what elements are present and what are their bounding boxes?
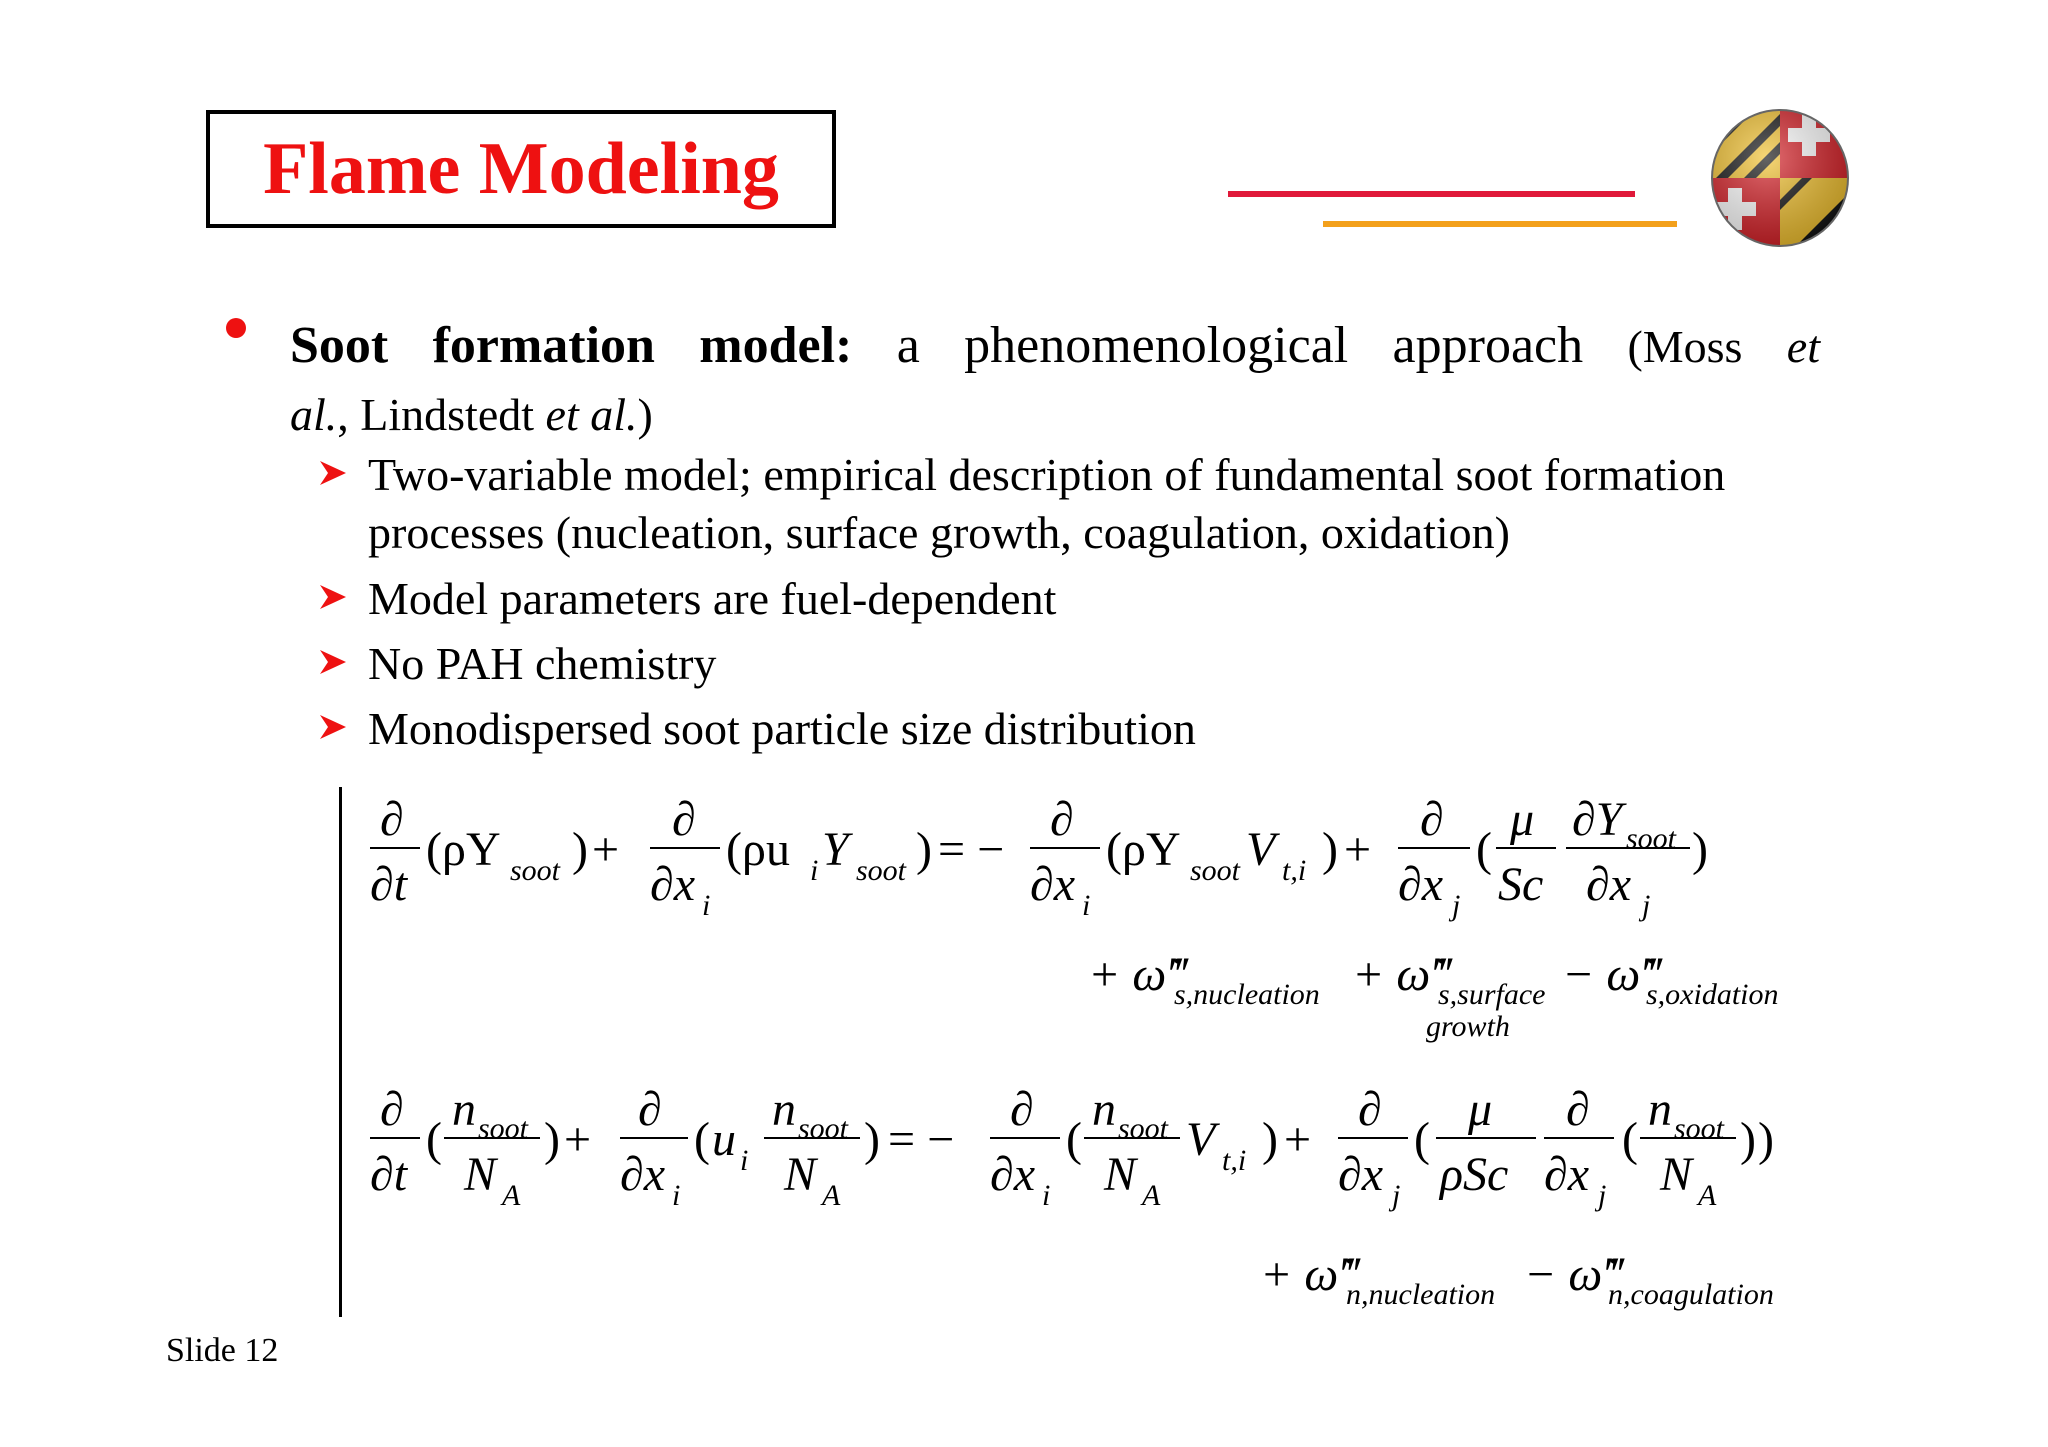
eq2-plus: + — [1284, 1113, 1312, 1166]
bullet-ref-et: et — [1786, 321, 1820, 372]
eq1-t2-den: ∂x — [650, 858, 696, 911]
eq2-close: ) — [1262, 1113, 1278, 1166]
eq1-open: ( — [1476, 823, 1492, 876]
eq2-dx: ∂x — [1544, 1148, 1590, 1201]
eq2-close: ) — [864, 1113, 880, 1166]
eq2-src2-sub: n,coagulation — [1608, 1278, 1774, 1311]
eq2-partial: ∂ — [1010, 1083, 1034, 1136]
eq1-dY: ∂Y — [1572, 793, 1623, 846]
slide-number: Slide 12 — [166, 1332, 279, 1369]
eq1-Sc: Sc — [1498, 858, 1544, 911]
eq2-t1-den: ∂t — [370, 1148, 408, 1201]
eq1-t2-Y: Y — [822, 823, 849, 876]
eq1-sub-i: i — [702, 889, 711, 922]
bullet-dot-icon — [226, 318, 246, 338]
eq2-partial: ∂ — [1358, 1083, 1382, 1136]
slide-title: Flame Modeling — [263, 128, 779, 210]
eq2-open: ( — [1066, 1113, 1082, 1166]
bullet-ref-close: ) — [637, 389, 653, 440]
eq2-soot-sub: soot — [1118, 1112, 1169, 1145]
bullet-ref-et-al: et al. — [545, 389, 638, 440]
eq2-dx: ∂x — [620, 1148, 666, 1201]
eq2-n: n — [452, 1083, 476, 1136]
eq2-sub-i: i — [740, 1144, 749, 1177]
eq2-A: A — [1698, 1179, 1717, 1212]
eq2-sub-i: i — [672, 1179, 681, 1212]
eq2-partial: ∂ — [1566, 1083, 1590, 1136]
eq1-close: ) — [572, 823, 588, 876]
eq1-soot-sub: soot — [1190, 854, 1241, 887]
eq1-soot-sub: soot — [510, 854, 561, 887]
soot-mass-equation — [360, 790, 1830, 1070]
bullet-ref-open: (Moss — [1627, 321, 1743, 372]
eq1-partial: ∂ — [380, 793, 404, 846]
eq1-t3-den: ∂x — [1030, 858, 1076, 911]
eq2-N: N — [784, 1148, 817, 1201]
eq2-N: N — [1660, 1148, 1693, 1201]
eq2-N: N — [1104, 1148, 1137, 1201]
eq2-t-sub: t,i — [1222, 1144, 1247, 1177]
eq2-src1: + ω̇‴ — [1260, 1248, 1359, 1301]
eq2-n: n — [1092, 1083, 1116, 1136]
eq2-soot-sub: soot — [1674, 1112, 1725, 1145]
bullet-main-line1 — [290, 317, 1820, 374]
eq1-partial: ∂ — [1420, 793, 1444, 846]
eq2-close: ) — [1740, 1113, 1756, 1166]
eq1-src3-sub: s,oxidation — [1646, 978, 1779, 1011]
subitem-4: Monodispersed soot particle size distribution — [368, 703, 1196, 754]
bullet-main-line2 — [290, 389, 1820, 440]
eq1-dx: ∂x — [1586, 858, 1632, 911]
eq2-close: ) — [544, 1113, 560, 1166]
title-box — [206, 110, 836, 228]
eq1-t1-body: (ρY — [426, 823, 501, 876]
eq1-mu: μ — [1510, 793, 1535, 846]
eq2-n: n — [772, 1083, 796, 1136]
eq2-plus: + — [564, 1113, 592, 1166]
eq1-soot-sub: soot — [856, 854, 907, 887]
eq2-src2: − ω̇‴ — [1524, 1248, 1623, 1301]
eq2-soot-sub: soot — [798, 1112, 849, 1145]
eq1-src2: + ω̇‴ — [1352, 948, 1451, 1001]
eq2-partial: ∂ — [638, 1083, 662, 1136]
decorative-rule-red — [1228, 191, 1635, 197]
eq2-partial: ∂ — [380, 1083, 404, 1136]
eq1-partial: ∂ — [672, 793, 696, 846]
eq2-sub-i: i — [1042, 1179, 1051, 1212]
subitem-2: Model parameters are fuel-dependent — [368, 573, 1057, 624]
eq1-close: ) — [1692, 823, 1708, 876]
eq2-open: ( — [1414, 1113, 1430, 1166]
eq2-dx: ∂x — [1338, 1148, 1384, 1201]
eq2-u: u — [712, 1113, 736, 1166]
eq1-src1-sub: s,nucleation — [1174, 978, 1320, 1011]
eq1-t2-body: (ρu — [726, 823, 790, 876]
arrow-bullet-icon — [318, 648, 348, 676]
eq1-src3: − ω̇‴ — [1562, 948, 1661, 1001]
decorative-rule-orange — [1323, 221, 1677, 227]
eq2-N: N — [464, 1148, 497, 1201]
eq1-close: ) — [916, 823, 932, 876]
eq1-partial: ∂ — [1050, 793, 1074, 846]
eq1-plus: + — [1344, 823, 1372, 876]
eq2-sub-j: j — [1598, 1179, 1607, 1212]
eq2-dx: ∂x — [990, 1148, 1036, 1201]
eq2-src1-sub: n,nucleation — [1346, 1278, 1496, 1311]
eq1-t3-sub: t,i — [1282, 854, 1307, 887]
university-of-maryland-globe-logo — [1706, 104, 1854, 252]
bullet-ref-mid: , Lindstedt — [337, 389, 535, 440]
eq2-A: A — [502, 1179, 521, 1212]
soot-number-equation — [360, 1080, 1830, 1330]
subitem-1-line2: processes (nucleation, surface growth, coagulation, oxidation) — [368, 507, 1510, 558]
eq1-t3-body: (ρY — [1106, 823, 1181, 876]
eq2-A: A — [822, 1179, 841, 1212]
eq1-t3-V: V — [1246, 823, 1276, 876]
subitem-1-line1: Two-variable model; empirical description of fundamental soot formation — [368, 449, 1726, 500]
subitem-3: No PAH chemistry — [368, 638, 717, 689]
eq2-open: ( — [1622, 1113, 1638, 1166]
eq2-sub-j: j — [1392, 1179, 1401, 1212]
eq2-mu: μ — [1468, 1083, 1493, 1136]
eq1-src1: + ω̇‴ — [1088, 948, 1187, 1001]
eq1-equals-minus: = − — [938, 823, 1005, 876]
bullet-ref-al: al. — [290, 389, 338, 440]
eq1-src2-sub: s,surface — [1438, 978, 1546, 1011]
eq1-sub-i: i — [810, 854, 819, 887]
eq1-sub-j: j — [1452, 889, 1461, 922]
bullet-main-text: a phenomenological approach — [896, 317, 1584, 374]
eq2-close: ) — [1758, 1113, 1774, 1166]
eq2-open: ( — [694, 1113, 710, 1166]
eq1-sub-j: j — [1642, 889, 1651, 922]
eq1-dx: ∂x — [1398, 858, 1444, 911]
eq2-rhoSc: ρSc — [1440, 1148, 1509, 1201]
eq1-t1-den: ∂t — [370, 858, 408, 911]
eq1-sub-i: i — [1082, 889, 1091, 922]
bullet-bold-label: Soot formation model: — [290, 317, 853, 374]
eq2-equals-minus: = − — [888, 1113, 955, 1166]
eq2-A: A — [1142, 1179, 1161, 1212]
eq2-n: n — [1648, 1083, 1672, 1136]
eq1-close: ) — [1322, 823, 1338, 876]
eq1-soot-sub: soot — [1626, 822, 1677, 855]
arrow-bullet-icon — [318, 713, 348, 741]
eq1-plus: + — [592, 823, 620, 876]
arrow-bullet-icon — [318, 459, 348, 487]
eq2-soot-sub: soot — [478, 1112, 529, 1145]
eq1-src2-sub2: growth — [1426, 1010, 1510, 1043]
equation-divider — [339, 787, 342, 1317]
eq2-V: V — [1186, 1113, 1216, 1166]
eq2-open: ( — [426, 1113, 442, 1166]
arrow-bullet-icon — [318, 583, 348, 611]
